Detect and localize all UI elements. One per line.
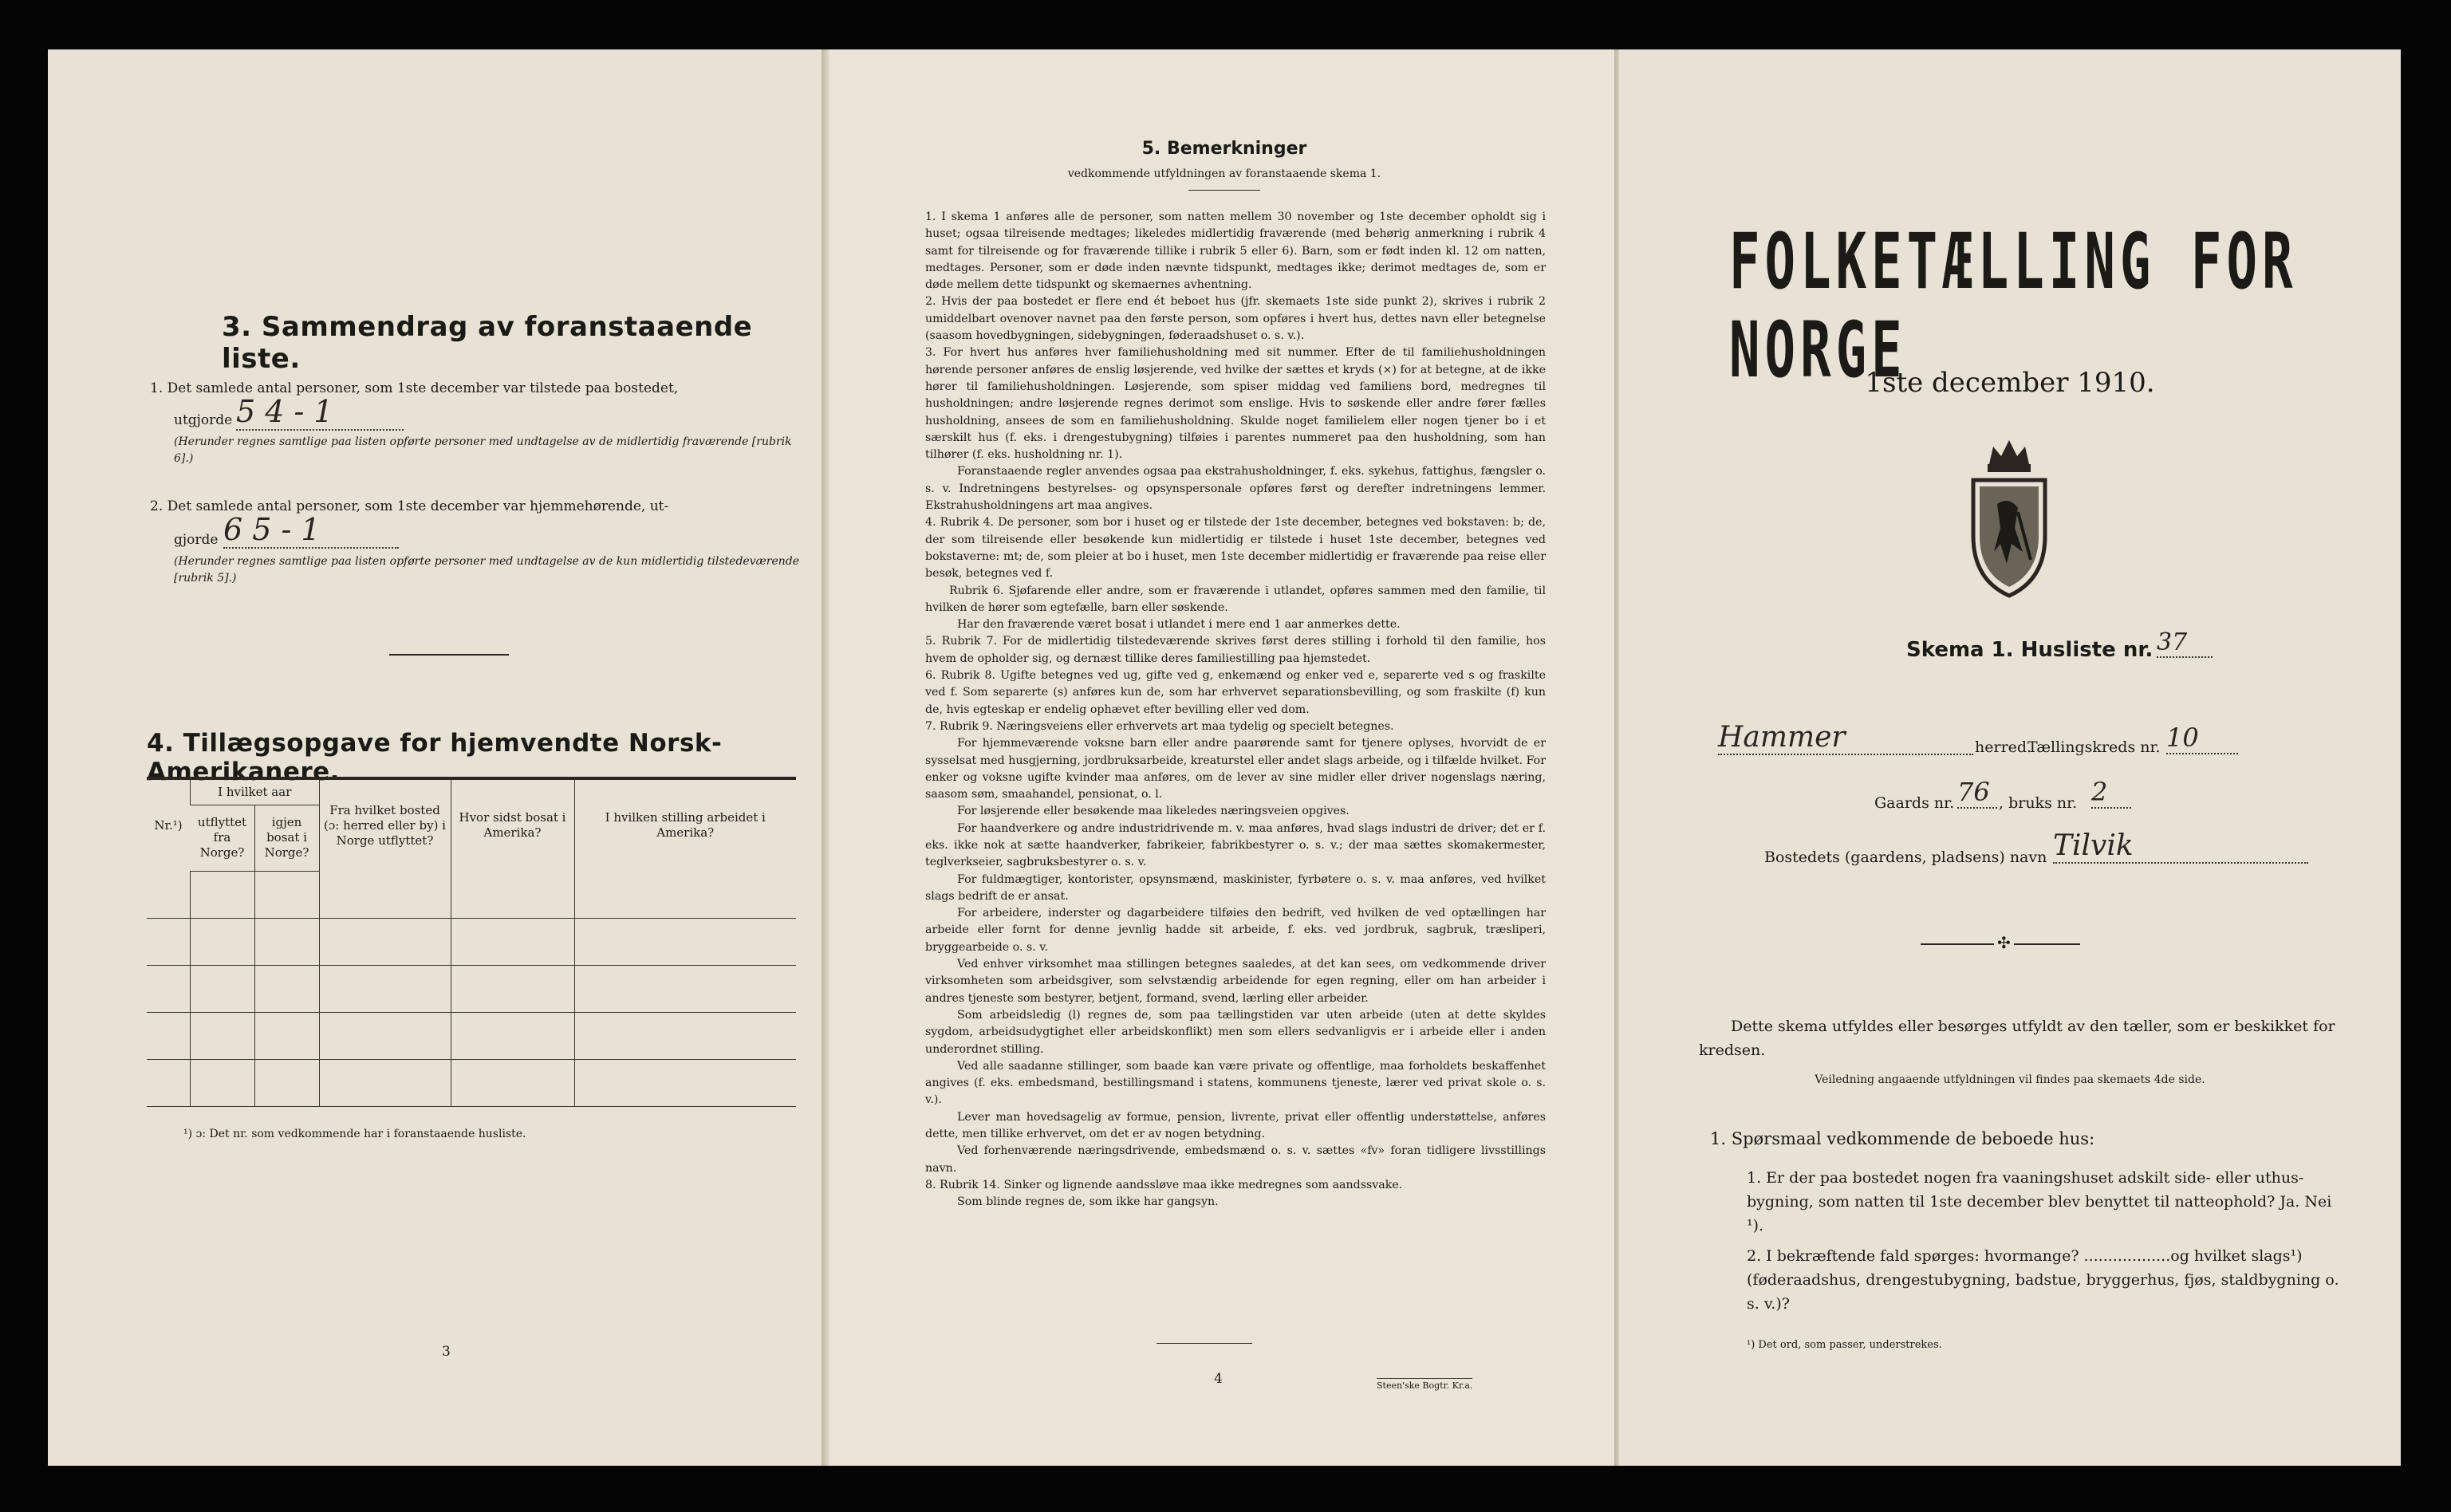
census-title: FOLKETÆLLING FOR NORGE bbox=[1729, 219, 2298, 396]
col-nr: Nr.¹) bbox=[147, 778, 191, 871]
note-7e: For arbeidere, inderster og dagarbeidere tilføies den bedrift, ved hvilken de ved optællingen har arbeide eller fornt for denne jevnlig hadde sit arbeide, f. eks. ved jordbruk, sagbruk, træsliperi, bryggearbeide o. s. v. bbox=[925, 907, 1546, 954]
note-7g: Som arbeidsledig (l) regnes de, som paa tællingstiden var uten arbeide (uten at dette skyldes sygdom, arbeidsudygtighet eller arbeidskonflikt) men som ellers sedvanligvis er i arbeide eller i anden underordnet stilling. bbox=[925, 1008, 1546, 1056]
table-row bbox=[147, 1012, 796, 1059]
bottom-divider bbox=[1157, 1343, 1252, 1344]
note-7c: For haandverkere og andre industridrivende m. v. maa anføres, hvad slags industri de driver; det er f. eks. ikke nok at sætte haandverker, fabrikeier, fabrikbestyrer o. s. v.; der maa sættes skomakermester, teglverkseier, sagbruksbestyrer o. s. v. bbox=[925, 821, 1546, 869]
section4-footnote: ¹) ɔ: Det nr. som vedkommende har i foranstaaende husliste. bbox=[183, 1128, 526, 1140]
note-2: 2. Hvis der paa bostedet er flere end ét beboet hus (jfr. skemaets 1ste side punkt 2), skrives i rubrik 2 umiddelbart ovenover navnet paa den første person, som opføres i hvert hus, dettes navn eller betegnelse (saasom hovedbygningen, sidebygningen, føderaadshuset o. s. v.). bbox=[925, 295, 1546, 343]
page-number-left: 3 bbox=[442, 1344, 451, 1360]
bemerkninger-title: 5. Bemerkninger bbox=[1141, 139, 1307, 159]
note-3: 3. For hvert hus anføres hver familiehusholdning med sit nummer. Efter de til familiehusholdningen hørende personer anføres de enslig løsjerende, ved hvilke der sættes et kryds (×) for at betegne, at de ikke hører til familiehusholdningen. Løsjerende, som spiser middag ved familiens bord, medregnes til husholdningen; andre løsjerende regnes derimot som enslige. Hvis to søskende eller andre fører fælles husholdning, ansees de som en familiehusholdning. Skulde noget familielem eller nogen tjener bo i et særskilt hus (f. eks. i drengestubygning) tilføies i parentes nummeret paa den husholdning, som han tilhører (f. eks. husholdning nr. 1). bbox=[925, 346, 1546, 462]
item1-handwritten-value: 5 4 - 1 bbox=[236, 394, 404, 431]
note-7h: Ved alle saadanne stillinger, som baade kan være private og offentlige, maa forholdets beskaffenhet angives (f. eks. embedsmand, bestillingsmand i statens, kommunens tjeneste, lærer ved privat skole o. s. v.). bbox=[925, 1059, 1546, 1107]
bruks-label: , bruks nr. bbox=[1999, 794, 2078, 812]
ornament-icon: ✣ bbox=[1994, 933, 2014, 952]
herred-label: herred. bbox=[1975, 738, 2032, 756]
section4-title: 4. Tillægsopgave for hjemvendte Norsk-Amerikanere. bbox=[147, 729, 723, 786]
table-row bbox=[147, 965, 796, 1012]
note-7i: Lever man hovedsagelig av formue, pension, livrente, privat eller offentlig understøttelse, anføres dette, men tillike erhvervet, om det er av nogen betydning. bbox=[925, 1110, 1546, 1141]
note-7j: Ved forhenværende næringsdrivende, embedsmænd o. s. v. sættes «fv» foran tidligere livsstillings navn. bbox=[925, 1144, 1546, 1175]
question-heading: 1. Spørsmaal vedkommende de beboede hus: bbox=[1710, 1129, 2095, 1148]
note-4b: Rubrik 6. Sjøfarende eller andre, som er fraværende i utlandet, opføres sammen med den familie, til hvilken de hører som egtefælle, barn eller søskende. bbox=[925, 584, 1546, 614]
census-date: 1ste december 1910. bbox=[1865, 367, 2155, 399]
note-6: 6. Rubrik 8. Ugifte betegnes ved ug, gifte ved g, enkemænd og enker ved e, separerte ved s og fraskilte ved f. Som separerte (s) anføres kun de, som har erhvervet separationsbevilling, og som fraskilte (f) kun de, hvis egteskap er endelig ophævet efter bevilling eller ved dom. bbox=[925, 669, 1546, 716]
note-1: 1. I skema 1 anføres alle de personer, som natten mellem 30 november og 1ste december opholdt sig i huset; ogsaa tilreisende medtages; likeledes midlertidig fraværende (med behørig anmerkning i rubrik 4 samt for tilreisende og for fraværende tillike i rubrik 5 eller 6). Barn, som er født inden kl. 12 om natten, medtages. Personer, som er døde inden nævnte tidspunkt, medtages ikke; derimot medtages de, som er døde mellem dette tidspunkt og skemaernes avhentning. bbox=[925, 211, 1546, 292]
kreds-handwritten: 10 bbox=[2166, 723, 2238, 754]
note-3b: Foranstaaende regler anvendes ogsaa paa ekstrahusholdninger, f. eks. sykehus, fattighus, fængsler o. s. v. Indretningens bestyrelses- og opsynspersonale opføres først og derefter indretningens lemmer. Ekstrahusholdningens art maa angives. bbox=[925, 465, 1546, 513]
table-row bbox=[147, 918, 796, 965]
col-group-aar: I hvilket aar bbox=[191, 778, 320, 805]
middle-page bbox=[829, 49, 1619, 1466]
section-divider bbox=[389, 654, 509, 656]
note-7a: For hjemmeværende voksne barn eller andre paarørende samt for tjenere oplyses, hvorvidt de er sysselsat med husgjerning, jordbruksarbeide, kreaturstel eller andet slags arbeide, og i tilfælde hvilket. For enker og voksne ugifte kvinder maa anføres, om de lever av sine midler eller driver nogenslags næring, saasom søm, smaahandel, pensionat, o. l. bbox=[925, 737, 1546, 801]
bemerkninger-subtitle: vedkommende utfyldningen av foranstaaende skema 1. bbox=[1067, 167, 1381, 180]
kreds-label: Tællingskreds nr. bbox=[2027, 738, 2161, 756]
bosted-label: Bostedets (gaardens, pladsens) navn bbox=[1764, 849, 2047, 866]
note-5: 5. Rubrik 7. For de midlertidig tilstedeværende skrives først deres stilling i forhold til den familie, hos hvem de opholder sig, og dernæst tillike deres familiestilling paa hjemstedet. bbox=[925, 635, 1546, 665]
col-fra-bosted: Fra hvilket bosted (ɔ: herred eller by) i Norge utflyttet? bbox=[319, 778, 451, 871]
printer-imprint: Steen'ske Bogtr. Kr.a. bbox=[1377, 1378, 1472, 1391]
bruks-handwritten: 2 bbox=[2091, 777, 2131, 809]
page-number-middle: 4 bbox=[1214, 1371, 1223, 1387]
title-divider bbox=[1188, 190, 1260, 191]
norsk-amerikaner-table bbox=[147, 777, 796, 1107]
note-4: 4. Rubrik 4. De personer, som bor i huset og er tilstede der 1ste december, betegnes ved bokstaven: b; de, der som tilreisende eller besøkende kun midlertidig er tilstede i huset 1ste december, betegnes ved bokstaverne: mt; de, som pleier at bo i huset, men 1ste december midlertidig er fraværende paa reise eller besøk, betegnes ved f. bbox=[925, 516, 1546, 581]
section3-title: 3. Sammendrag av foranstaaende liste. bbox=[222, 311, 753, 375]
section3-item2-prefix: gjorde bbox=[174, 532, 219, 548]
note-7b: For løsjerende eller besøkende maa likeledes næringsveien opgives. bbox=[957, 805, 1350, 818]
table-row bbox=[147, 871, 796, 918]
bosted-handwritten: Tilvik bbox=[2053, 829, 2308, 864]
right-page bbox=[1619, 49, 2401, 1466]
note-4c: Har den fraværende været bosat i utlandet i mere end 1 aar anmerkes dette. bbox=[957, 618, 1401, 632]
norwegian-coat-of-arms-icon bbox=[1965, 432, 2053, 603]
gaards-handwritten: 76 bbox=[1957, 777, 1997, 809]
col-igjen-bosat: igjen bosat i Norge? bbox=[254, 805, 319, 871]
question-2: 2. I bekræftende fald spørges: hvormange? ..................og hvilket slags¹) (føderaadshus, drengestubygning, badstue, bryggerhus, fjøs, staldbygning o. s. v.)? bbox=[1747, 1247, 2339, 1313]
section3-item1-note: (Herunder regnes samtlige paa listen opførte personer med undtagelse av de midlertidig fraværende [rubrik 6].) bbox=[174, 435, 792, 465]
note-7d: For fuldmægtiger, kontorister, opsynsmænd, maskinister, fyrbøtere o. s. v. maa anføres, ved hvilket slags bedrift de er ansat. bbox=[925, 872, 1546, 903]
col-hvor-bosat: Hvor sidst bosat i Amerika? bbox=[451, 778, 574, 871]
gaards-label: Gaards nr. bbox=[1874, 794, 1955, 812]
right-footnote: ¹) Det ord, som passer, understrekes. bbox=[1747, 1339, 1942, 1351]
instruction-small: Veiledning angaaende utfyldningen vil findes paa skemaets 4de side. bbox=[1815, 1073, 2205, 1086]
instruction-text: Dette skema utfyldes eller besørges utfyldt av den tæller, som er beskikket for kredsen. bbox=[1699, 1018, 2335, 1059]
section3-item2-note: (Herunder regnes samtlige paa listen opførte personer med undtagelse av de kun midlertidig tilstedeværende [rubrik 5].) bbox=[174, 555, 800, 585]
note-7: 7. Rubrik 9. Næringsveiens eller erhvervets art maa tydelig og specielt betegnes. bbox=[925, 719, 1394, 733]
note-8b: Som blinde regnes de, som ikke har gangsyn. bbox=[957, 1195, 1219, 1209]
item2-handwritten-value: 6 5 - 1 bbox=[223, 512, 399, 549]
col-utflyttet: utflyttet fra Norge? bbox=[191, 805, 255, 871]
section3-item1-prefix: utgjorde bbox=[174, 412, 233, 428]
question-1: 1. Er der paa bostedet nogen fra vaaningshuset adskilt side- eller uthus-bygning, som natten til 1ste december blev benyttet til natteophold? Ja. Nei ¹). bbox=[1747, 1169, 2332, 1234]
note-8: 8. Rubrik 14. Sinker og lignende aandssløve maa ikke medregnes som aandssvake. bbox=[925, 1178, 1403, 1191]
col-stilling: I hvilken stilling arbeidet i Amerika? bbox=[574, 778, 796, 871]
husliste-nr-handwritten: 37 bbox=[2157, 628, 2213, 658]
note-7f: Ved enhver virksomhet maa stillingen betegnes saaledes, at det kan sees, om vedkommende driver virksomheten som arbeidsgiver, som selvstændig arbeidende for egen regning, eller om han arbeider i andres tjeneste som bestyrer, betjent, formand, svend, lærling eller arbeider. bbox=[925, 958, 1546, 1005]
table-body bbox=[147, 871, 796, 1106]
herred-handwritten: Hammer bbox=[1718, 721, 1973, 755]
table-row bbox=[147, 1059, 796, 1106]
bemerkninger-body bbox=[925, 209, 1546, 1211]
section3-item2: 2. Det samlede antal personer, som 1ste december var hjemmehørende, ut- bbox=[150, 498, 669, 514]
section3-item1: 1. Det samlede antal personer, som 1ste december var tilstede paa bostedet, bbox=[150, 380, 679, 396]
skema-label: Skema 1. Husliste nr. bbox=[1906, 638, 2153, 662]
left-page bbox=[48, 49, 822, 1466]
page-fold bbox=[822, 49, 829, 1466]
